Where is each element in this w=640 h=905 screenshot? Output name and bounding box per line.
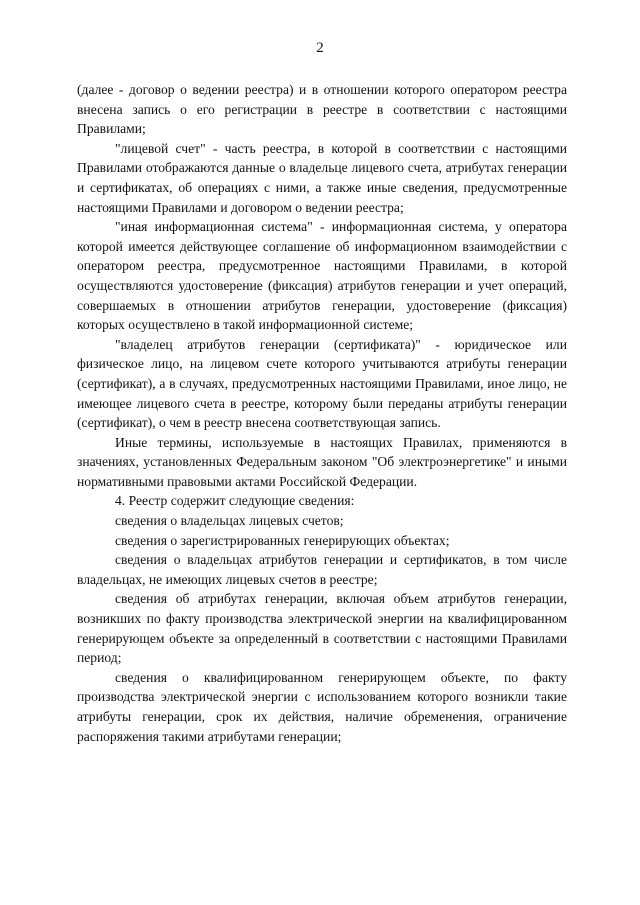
list-item-generating-objects: сведения о зарегистрированных генерирующих объектах; [115, 532, 450, 548]
paragraph-definition-personal-account: "лицевой счет" - часть реестра, в которой в соответствии с настоящими Правилами отображаются данные о владельце лицевого счета, атрибутах генерации и сертификатах, об операциях с ними, а также иные сведения, предусмотренные настоящими Правилами и договором о ведении реестра; [77, 140, 567, 215]
paragraph-definition-attribute-owner: "владелец атрибутов генерации (сертификата)" - юридическое или физическое лицо, на лицевом счете которого учитываются атрибуты генерации (сертификат), а в случаях, предусмотренных настоящими Правилами, иное лицо, не имеющее лицевого счета в реестре, которому были переданы атрибуты генерации (сертификат), о чем в реестр внесена соответствующая запись. [77, 336, 567, 431]
paragraph-registry-contents: 4. Реестр содержит следующие сведения: [115, 493, 355, 509]
list-item-attribute-owners: сведения о владельцах атрибутов генерации и сертификатов, в том числе владельцах, не имеющих лицевых счетов в реестре; [77, 552, 567, 587]
page-number: 2 [316, 40, 324, 56]
paragraph-other-terms: Иные термины, используемые в настоящих Правилах, применяются в значениях, установленных Федеральным законом "Об электроэнергетике" и иными нормативными правовыми актами Российской Федерации. [77, 434, 567, 489]
list-item-qualified-object: сведения о квалифицированном генерирующем объекте, по факту производства электрической энергии с использованием которого возникли такие атрибуты генерации, срок их действия, наличие обременения, ограничение распоряжения такими атрибутами генерации; [77, 669, 567, 744]
document-body [77, 80, 567, 746]
paragraph-continuation: (далее - договор о ведении реестра) и в отношении которого оператором реестра внесена запись о его регистрации в реестре в соответствии с настоящими Правилами; [77, 82, 567, 137]
paragraph-definition-other-information-system: "иная информационная система" - информационная система, у оператора которой имеется действующее соглашение об информационном взаимодействии с оператором реестра, предусмотренное настоящими Правилами, в которой осуществляются удостоверение (фиксация) атрибутов генерации и учет операций, совершаемых в отношении атрибутов генерации, удостоверение (фиксация) которых осуществлено в такой информационной системе; [77, 219, 567, 333]
list-item-account-owners: сведения о владельцах лицевых счетов; [115, 513, 344, 529]
list-item-generation-attributes: сведения об атрибутах генерации, включая объем атрибутов генерации, возникших по факту производства электрической энергии на квалифицированном генерирующем объекте за определенный в соответствии с настоящими Правилами период; [77, 591, 567, 666]
